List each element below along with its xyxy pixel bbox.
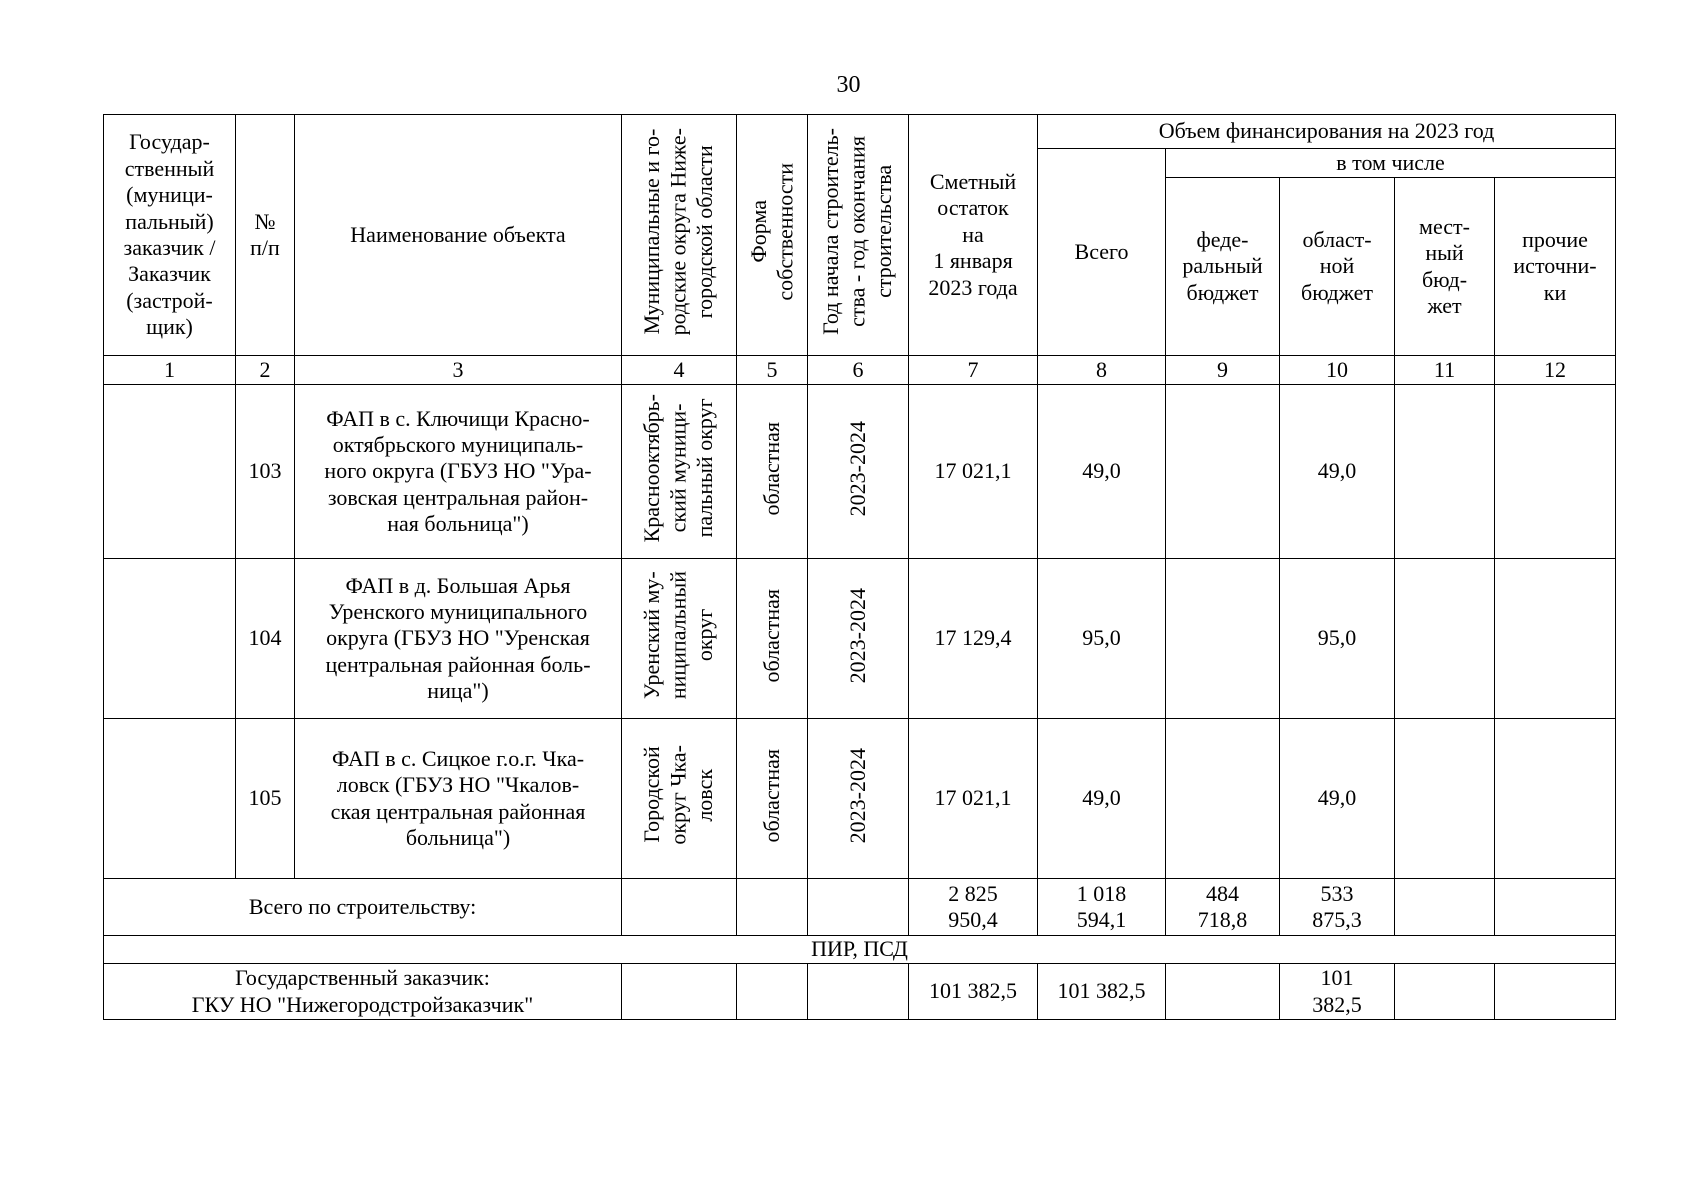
row-years <box>808 385 909 559</box>
row-municipality-text: Краснооктябрь- ский муници- пальный округ <box>639 394 718 543</box>
customer-ownership <box>737 964 808 1020</box>
row-other <box>1495 385 1616 559</box>
table-row <box>104 385 1616 559</box>
header-total: Всего <box>1038 149 1166 356</box>
column-number: 10 <box>1280 356 1395 385</box>
column-number: 3 <box>295 356 622 385</box>
header-ownership-text: Форма собственности <box>745 163 797 301</box>
header-including: в том числе <box>1166 149 1616 178</box>
column-number: 11 <box>1395 356 1495 385</box>
row-municipality-text: Городской округ Чка- ловск <box>639 745 718 846</box>
row-years <box>808 719 909 879</box>
row-ownership-text: областная <box>758 421 784 516</box>
row-years-text: 2023-2024 <box>844 420 870 516</box>
row-federal <box>1166 559 1280 719</box>
header-federal: феде- ральный бюджет <box>1166 178 1280 356</box>
row-ownership <box>737 385 808 559</box>
header-other: прочие источни- ки <box>1495 178 1616 356</box>
row-estimate: 17 129,4 <box>909 559 1038 719</box>
header-regional: област- ной бюджет <box>1280 178 1395 356</box>
page-number: 30 <box>836 72 861 98</box>
table-row <box>104 559 1616 719</box>
row-num: 105 <box>236 719 295 879</box>
total-federal: 484 718,8 <box>1166 879 1280 936</box>
row-object-name: ФАП в с. Сицкое г.о.г. Чка- ловск (ГБУЗ НО "Чкалов- ская центральная районная больница") <box>295 719 622 879</box>
column-number: 1 <box>104 356 236 385</box>
header-local: мест- ный бюд- жет <box>1395 178 1495 356</box>
row-other <box>1495 719 1616 879</box>
column-number: 7 <box>909 356 1038 385</box>
row-local <box>1395 719 1495 879</box>
row-estimate: 17 021,1 <box>909 719 1038 879</box>
financing-table <box>103 114 1616 1020</box>
column-number: 2 <box>236 356 295 385</box>
header-estimate: Сметный остаток на 1 января 2023 года <box>909 115 1038 356</box>
table-row <box>104 719 1616 879</box>
row-customer <box>104 719 236 879</box>
row-regional: 49,0 <box>1280 385 1395 559</box>
section-title: ПИР, ПСД <box>104 936 1616 964</box>
row-local <box>1395 559 1495 719</box>
total-municipality <box>622 879 737 936</box>
row-ownership-text: областная <box>758 588 784 683</box>
row-object-name: ФАП в с. Ключищи Красно- октябрьского муниципаль- ного округа (ГБУЗ НО "Ура- зовская центральная район- ная больница") <box>295 385 622 559</box>
customer-federal <box>1166 964 1280 1020</box>
customer-years <box>808 964 909 1020</box>
row-total: 49,0 <box>1038 719 1166 879</box>
row-object-name: ФАП в д. Большая Арья Уренского муниципального округа (ГБУЗ НО "Уренская центральная районная боль- ница") <box>295 559 622 719</box>
row-num: 103 <box>236 385 295 559</box>
customer-regional: 101 382,5 <box>1280 964 1395 1020</box>
column-number: 9 <box>1166 356 1280 385</box>
row-municipality <box>622 559 737 719</box>
row-federal <box>1166 719 1280 879</box>
row-municipality <box>622 385 737 559</box>
column-number: 8 <box>1038 356 1166 385</box>
row-years <box>808 559 909 719</box>
row-regional: 49,0 <box>1280 719 1395 879</box>
section-row <box>104 936 1616 964</box>
row-federal <box>1166 385 1280 559</box>
row-estimate: 17 021,1 <box>909 385 1038 559</box>
customer-row <box>104 964 1616 1020</box>
customer-other <box>1495 964 1616 1020</box>
row-regional: 95,0 <box>1280 559 1395 719</box>
row-ownership <box>737 559 808 719</box>
row-customer <box>104 385 236 559</box>
row-ownership <box>737 719 808 879</box>
header-object-name: Наименование объекта <box>295 115 622 356</box>
row-ownership-text: областная <box>758 748 784 843</box>
total-local <box>1395 879 1495 936</box>
header-ownership <box>737 115 808 356</box>
customer-total: 101 382,5 <box>1038 964 1166 1020</box>
header-row-1 <box>104 115 1616 149</box>
total-total: 1 018 594,1 <box>1038 879 1166 936</box>
header-years <box>808 115 909 356</box>
row-customer <box>104 559 236 719</box>
row-municipality-text: Уренский му- ниципальный округ <box>639 571 718 700</box>
row-years-text: 2023-2024 <box>844 587 870 683</box>
total-label: Всего по строительству: <box>104 879 622 936</box>
header-municipality-text: Муниципальные и го- родские округа Ниже- городской области <box>639 128 718 336</box>
header-municipality <box>622 115 737 356</box>
header-num: № п/п <box>236 115 295 356</box>
row-municipality <box>622 719 737 879</box>
total-regional: 533 875,3 <box>1280 879 1395 936</box>
customer-local <box>1395 964 1495 1020</box>
row-total: 49,0 <box>1038 385 1166 559</box>
header-funding-group: Объем финансирования на 2023 год <box>1038 115 1616 149</box>
row-other <box>1495 559 1616 719</box>
customer-estimate: 101 382,5 <box>909 964 1038 1020</box>
row-years-text: 2023-2024 <box>844 747 870 843</box>
total-other <box>1495 879 1616 936</box>
header-customer: Государ- ственный (муници- пальный) заказчик / Заказчик (застрой- щик) <box>104 115 236 356</box>
column-numbers-row <box>104 356 1616 385</box>
total-row <box>104 879 1616 936</box>
row-total: 95,0 <box>1038 559 1166 719</box>
column-number: 5 <box>737 356 808 385</box>
row-num: 104 <box>236 559 295 719</box>
row-local <box>1395 385 1495 559</box>
column-number: 12 <box>1495 356 1616 385</box>
total-ownership <box>737 879 808 936</box>
column-number: 6 <box>808 356 909 385</box>
column-number: 4 <box>622 356 737 385</box>
header-years-text: Год начала строитель- ства - год окончания строительства <box>818 128 897 336</box>
total-years <box>808 879 909 936</box>
total-estimate: 2 825 950,4 <box>909 879 1038 936</box>
customer-label: Государственный заказчик: ГКУ НО "Нижегородстройзаказчик" <box>104 964 622 1020</box>
customer-municipality <box>622 964 737 1020</box>
